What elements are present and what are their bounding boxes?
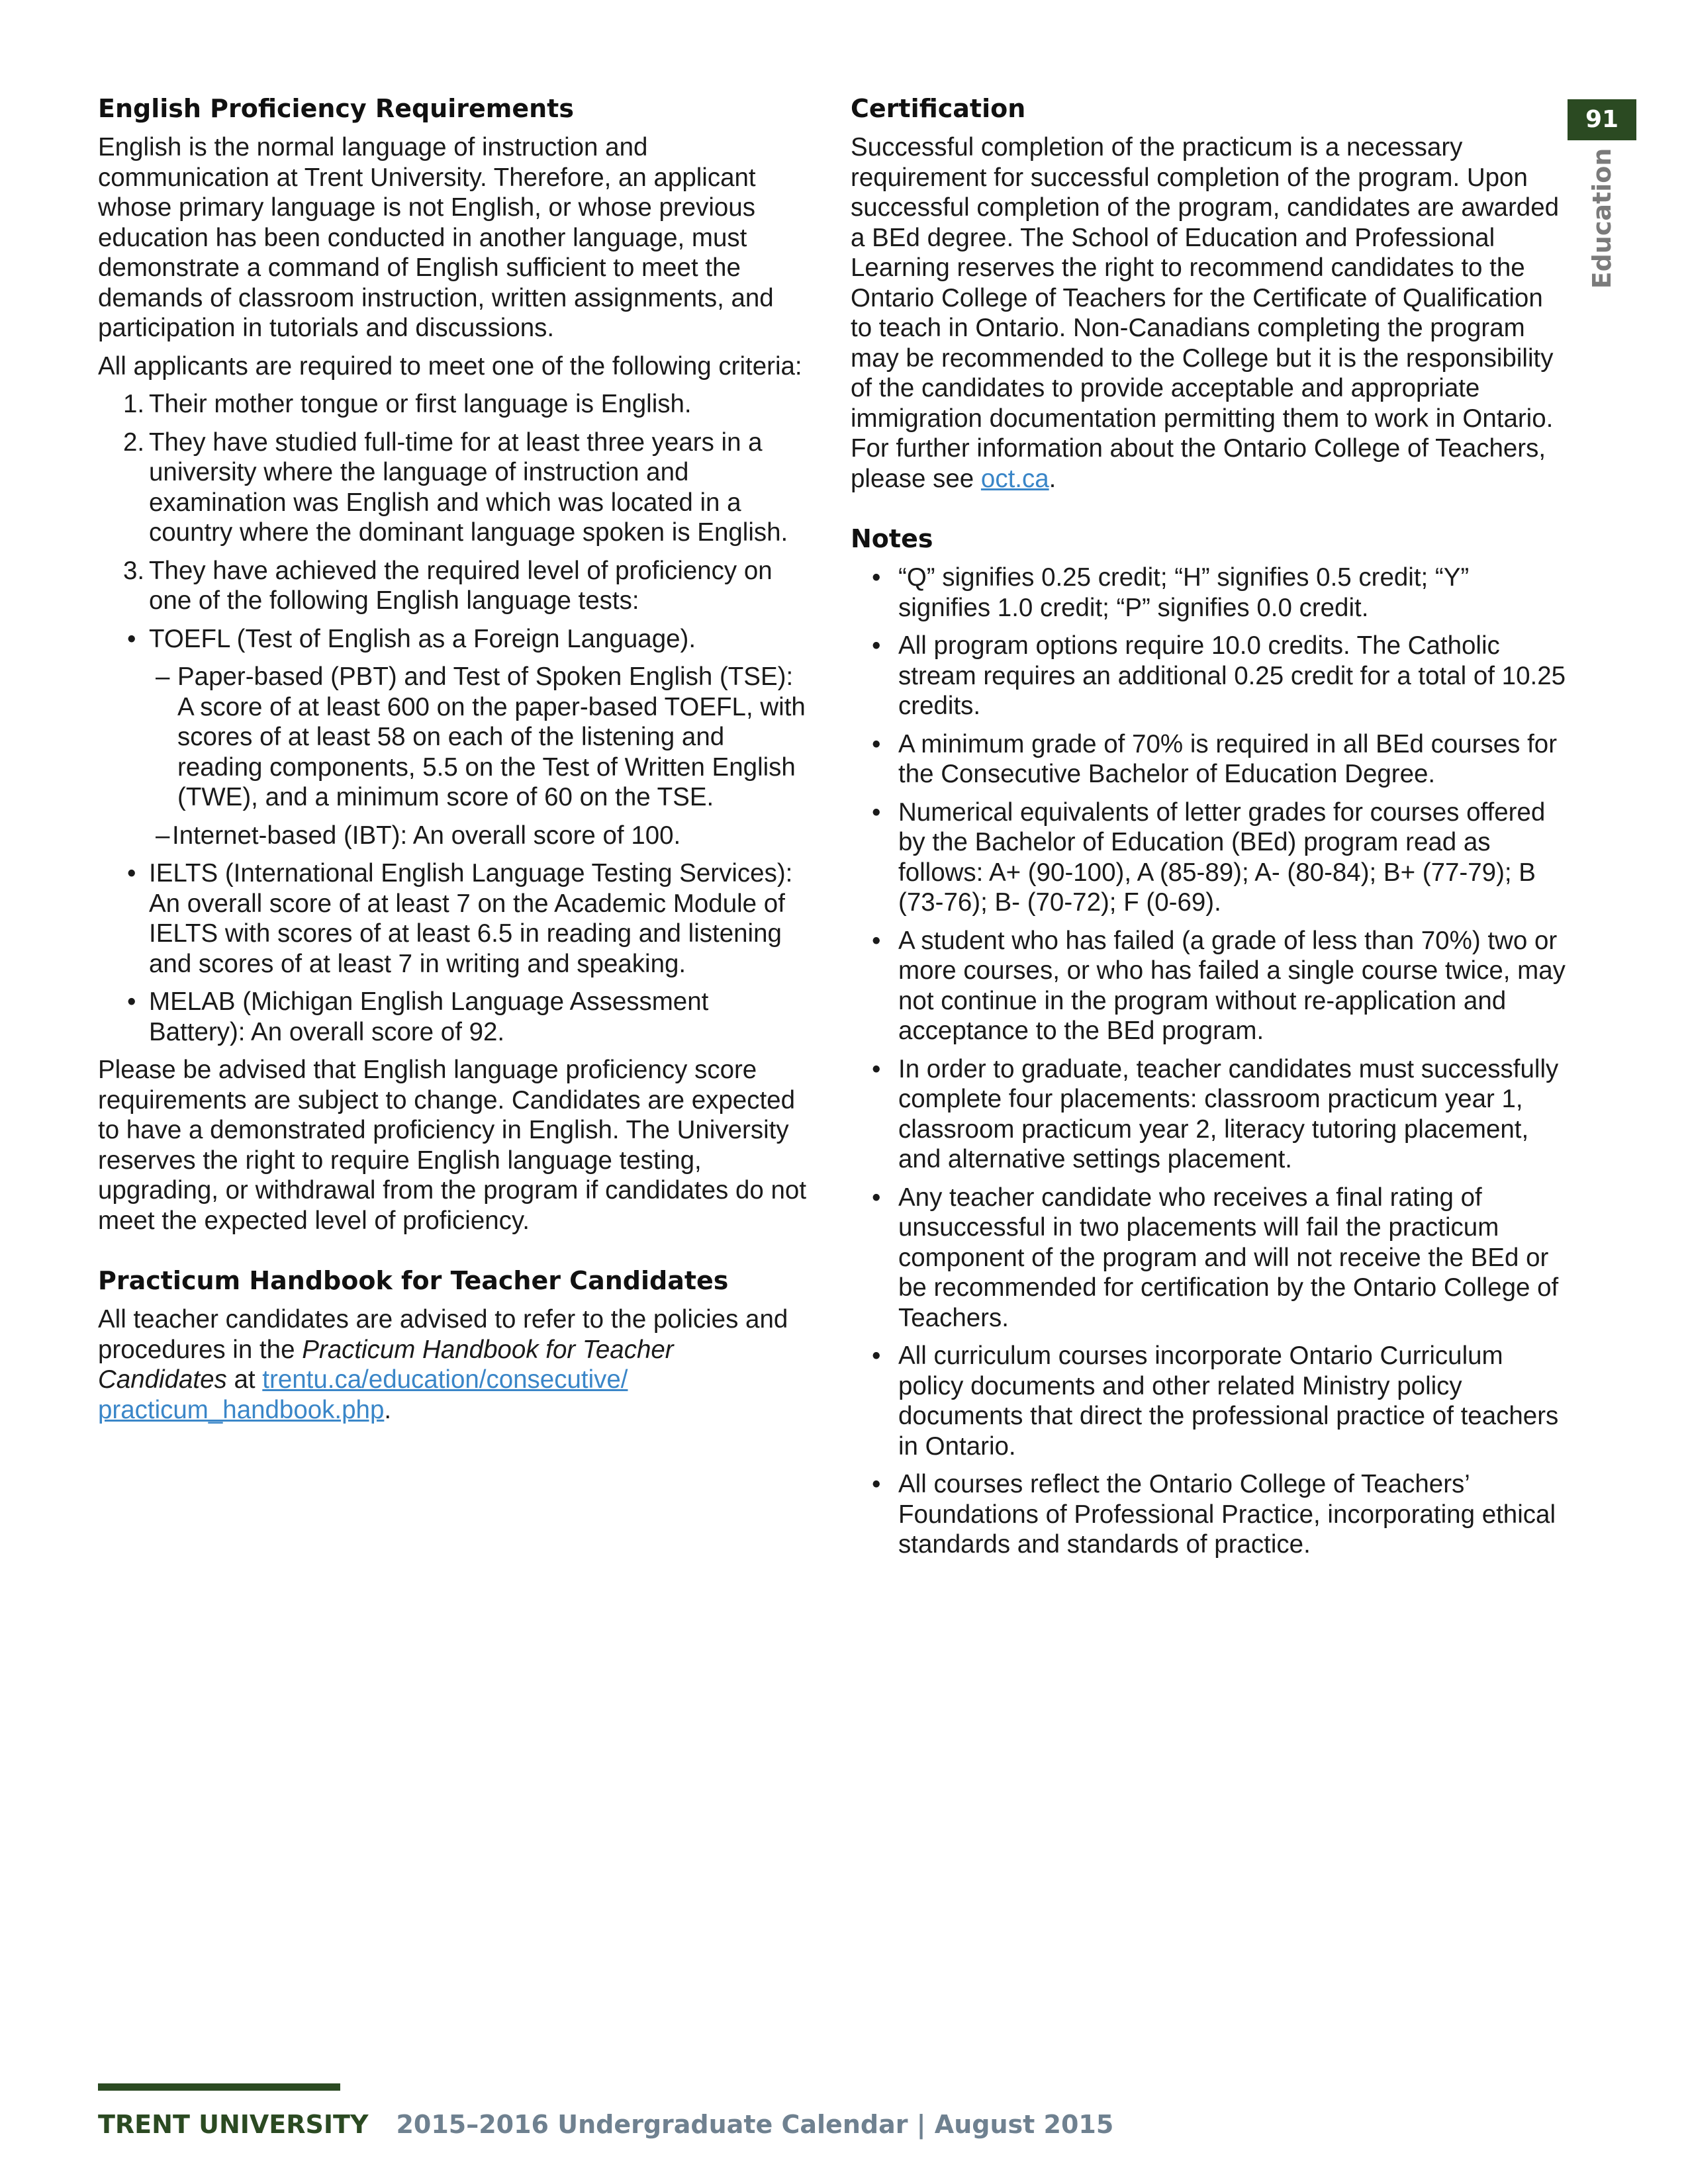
page-footer (98, 2109, 1113, 2140)
language-test-item (127, 624, 810, 851)
bullet: • (127, 859, 136, 887)
proficiency-advisory: Please be advised that English language proficiency score requirements are subject to change. Candidates are expected to have a demonstrated proficiency in English. The University reserves the right to require English language testing, upgrading, or withdrawal from the program if candidates do not meet the expected level of proficiency. (98, 1056, 807, 1235)
toefl-option-item (149, 662, 810, 813)
handbook-title: Practicum Handbook for Teacher Candidates (98, 1335, 674, 1394)
practicum-handbook-heading: Practicum Handbook for Teacher Candidates (98, 1266, 729, 1295)
note-text: All program options require 10.0 credits. The Catholic stream requires an additional 0.25 credit for a total of 10.25 credits. (898, 631, 1566, 720)
language-test-text: MELAB (Michigan English Language Assessment Battery): An overall score of 92. (149, 987, 709, 1046)
practicum-handbook-section (98, 1265, 810, 1425)
handbook-link[interactable]: trentu.ca/education/consecutive/ practicum_handbook.php (98, 1365, 628, 1424)
note-text: “Q” signifies 0.25 credit; “H” signifies 0.5 credit; “Y” signifies 1.0 credit; “P” signifies 0.0 credit. (898, 563, 1470, 622)
note-text: A minimum grade of 70% is required in all BEd courses for the Consecutive Bachelor of Education Degree. (898, 729, 1558, 788)
criteria-number: 1. (123, 390, 145, 418)
handbook-text-mid: at (226, 1365, 263, 1394)
language-tests-list (127, 624, 810, 1048)
note-item (851, 1469, 1566, 1560)
criteria-intro: All applicants are required to meet one of the following criteria: (98, 351, 802, 381)
bullet: • (872, 563, 881, 592)
bullet: • (872, 1183, 881, 1212)
note-text: A student who has failed (a grade of less than 70%) two or more courses, or who has failed a single course twice, may not continue in the program without re-application and acceptance to the BEd program. (898, 926, 1566, 1045)
note-text: In order to graduate, teacher candidates must successfully complete four placements: classroom practicum year 1, classroom practicum year 2, literacy tutoring placement, and alternative settings placement. (898, 1054, 1559, 1173)
bullet: • (872, 1054, 881, 1083)
notes-list (851, 563, 1566, 1560)
handbook-text-after: . (384, 1395, 392, 1424)
criteria-text: Their mother tongue or first language is English. (149, 390, 692, 418)
certification-text-after: . (1049, 464, 1056, 493)
footer-university: TRENT UNIVERSITY (98, 2110, 369, 2139)
note-item (851, 797, 1566, 918)
dash: – (156, 821, 170, 850)
criteria-number: 3. (123, 556, 145, 585)
bullet: • (872, 797, 881, 827)
toefl-option-text: Internet-based (IBT): An overall score of 100. (172, 821, 681, 850)
criteria-item (98, 428, 810, 548)
toefl-options-list (149, 662, 810, 850)
bullet: • (872, 631, 881, 660)
language-test-item (127, 858, 810, 979)
notes-heading: Notes (851, 524, 933, 553)
bullet: • (872, 926, 881, 955)
criteria-item (98, 556, 810, 1048)
dash: – (156, 662, 170, 691)
criteria-text: They have achieved the required level of proficiency on one of the following English language tests: (149, 556, 773, 615)
right-column (851, 93, 1566, 1568)
note-text: Any teacher candidate who receives a final rating of unsuccessful in two placements will fail the practicum component of the program and will not receive the BEd or be recommended for certification by the Ontario College of Teachers. (898, 1183, 1559, 1332)
note-item (851, 729, 1566, 790)
note-item (851, 1341, 1566, 1461)
toefl-option-item (149, 821, 810, 851)
oct-link[interactable]: oct.ca (980, 464, 1049, 493)
criteria-item (98, 389, 810, 420)
criteria-number: 2. (123, 428, 145, 457)
certification-text (851, 132, 1566, 494)
language-test-text: TOEFL (Test of English as a Foreign Language). (149, 624, 696, 653)
language-test-text: IELTS (International English Language Testing Services): An overall score of at least 7 on the Academic Module of IELTS with scores of at least 6.5 in reading and listening and scores of at least 7 in writing and speaking. (149, 859, 793, 978)
notes-section (851, 523, 1566, 1560)
certification-body: Successful completion of the practicum is a necessary requirement for successful completion of the program. Upon successful completion of the program, candidates are awarded a BEd degree. The School of Education and Professional Learning reserves the right to recommend candidates to the Ontario College of Teachers for the Certificate of Qualification to teach in Ontario. Non-Canadians completing the program may be recommended to the College but it is the responsibility of the candidates to provide acceptable and appropriate immigration documentation permitting them to work in Ontario. For further information about the Ontario College of Teachers, please see (851, 133, 1560, 493)
english-proficiency-heading: English Proficiency Requirements (98, 94, 574, 123)
language-test-item (127, 987, 810, 1047)
english-proficiency-section (98, 93, 810, 1236)
note-item (851, 563, 1566, 623)
footer-rule (98, 2083, 340, 2091)
note-text: All courses reflect the Ontario College of Teachers’ Foundations of Professional Practice, incorporating ethical standards and standards of practice. (898, 1470, 1556, 1559)
certification-section (851, 93, 1566, 494)
certification-heading: Certification (851, 94, 1026, 123)
criteria-list (98, 389, 810, 1047)
bullet: • (127, 987, 136, 1016)
practicum-handbook-text (98, 1304, 810, 1425)
section-tab: Education (1587, 148, 1617, 289)
note-item (851, 1054, 1566, 1175)
note-item (851, 1183, 1566, 1334)
note-item (851, 926, 1566, 1046)
toefl-option-text: Paper-based (PBT) and Test of Spoken English (TSE): A score of at least 600 on the paper-based TOEFL, with scores of at least 58 on each of the listening and reading components, 5.5 on the Test of Written English (TWE), and a minimum score of 60 on the TSE. (177, 662, 806, 811)
page-number: 91 (1568, 99, 1636, 140)
bullet: • (872, 1342, 881, 1370)
criteria-text: They have studied full-time for at least three years in a university where the language of instruction and examination was English and which was located in a country where the dominant language spoken is English. (149, 428, 788, 547)
bullet: • (872, 729, 881, 758)
bullet: • (872, 1470, 881, 1498)
handbook-text-before: All teacher candidates are advised to refer to the policies and procedures in the (98, 1305, 788, 1364)
note-text: Numerical equivalents of letter grades for courses offered by the Bachelor of Education (BEd) program read as follows: A+ (90-100), A (85-89); A- (80-84); B+ (77-79); B (73-76); B- (70-72); F (0-69). (898, 797, 1546, 917)
note-text: All curriculum courses incorporate Ontario Curriculum policy documents and other related Ministry policy documents that direct the professional practice of teachers in Ontario. (898, 1342, 1559, 1461)
footer-calendar: 2015–2016 Undergraduate Calendar | August 2015 (396, 2110, 1114, 2139)
left-column (98, 93, 810, 1433)
note-item (851, 631, 1566, 721)
english-proficiency-intro: English is the normal language of instruction and communication at Trent University. Therefore, an applicant whose primary language is not English, or whose previous education has been conducted in another language, must demonstrate a command of English sufficient to meet the demands of classroom instruction, written assignments, and participation in tutorials and discussions. (98, 133, 774, 342)
bullet: • (127, 624, 136, 653)
